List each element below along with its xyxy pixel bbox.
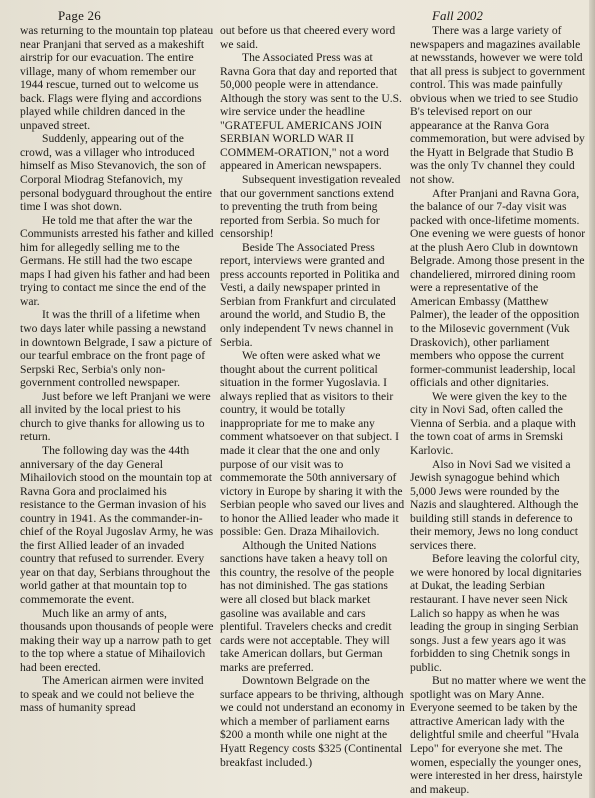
paragraph: Although the United Nations sanctions have taken a heavy toll on this country, the resolve of the people has not diminished. The gas stations were all closed but black market gasoline was available and cars plentiful. Travelers checks and credit cards were not acceptable. They will take American dollars, but German marks are preferred. — [220, 538, 395, 674]
page-edge-shadow — [589, 0, 595, 798]
paragraph: Suddenly, appearing out of the crowd, was a villager who introduced himself as Miso Stevanovich, the son of Corporal Miodrag Stefanovich, my personal bodyguard throughout the entire time I was shot down. — [20, 132, 212, 214]
paragraph: out before us that cheered every word we said. — [220, 24, 396, 51]
paragraph: He told me that after the war the Communists arrested his father and killed him for allegedly selling me to the Germans. He still had the two escape maps I had given his father and had been trying to contact me since the end of the war. — [20, 213, 214, 308]
paragraph: The Associated Press was at Ravna Gora that day and reported that 50,000 people were in attendance. Although the story was sent to the U.S. wire service under the headline "GRATEFUL AMERICANS JOIN SERBIAN WORLD WAR II COMMEM-ORATION," not a word appeared in American newspapers. — [220, 51, 402, 173]
text-column-2 — [220, 24, 405, 769]
paragraph: The following day was the 44th anniversary of the day General Mihailovich stood on the mountain top at Ravna Gora and proclaimed his resistance to the German invasion of his country in 1941. As the commander-in-chief of the Royal Jugoslav Army, he was the first Allied leader of an invaded country that refused to surrender. Every year on that day, Serbians throughout the world gather at that mountain top to commemorate the event. — [20, 443, 214, 606]
paragraph: Beside The Associated Press report, interviews were granted and press accounts reported in Politika and Vesti, a daily newspaper printed in Serbian from Frankfurt and circulated around the world, and Studio B, the only independent Tv news channel in Serbia. — [220, 240, 400, 349]
issue-date: Fall 2002 — [432, 8, 483, 23]
paragraph: After Pranjani and Ravna Gora, the balance of our 7-day visit was packed with once-lifetime moments. One evening we were guests of honor at the plush Aero Club in downtown Belgrade. Among those present in the chandeliered, mirrored dining room were a representative of the American Embassy (Matthew Palmer), the leader of the opposition to the Milosevic government (Vuk Draskovich), other parliament members who oppose the current former-communist leadership, local officials and other dignitaries. — [410, 186, 586, 390]
paragraph: We often were asked what we thought about the current political situation in the former Yugoslavia. I always replied that as visitors to their country, it would be totally inappropriate for me to make any comment whatsoever on that subject. I made it clear that the one and only purpose of our visit was to commemorate the 50th anniversary of victory in Europe by sharing it with the Serbian people who saved our lives and to honor the Allied leader who made it possible: Gen. Draza Mihailovich. — [220, 349, 405, 539]
paragraph: Just before we left Pranjani we were all invited by the local priest to his church to give thanks for allowing us to return. — [20, 389, 211, 444]
paragraph: There was a large variety of newspapers and magazines available at newsstands, however we were told that all press is subject to government control. This was made painfully obvious when we tried to see Studio B's televised report on our appearance at the Ranva Gora commemoration, but were advised by the Hyatt in Belgrade that Studio B was the only Tv channel they could not show. — [410, 24, 586, 187]
paragraph: Also in Novi Sad we visited a Jewish synagogue behind which 5,000 Jews were rounded by the Nazis and slaughtered. Although the building still stands in deference to their memory, Jews no long conduct services there. — [410, 457, 579, 552]
paragraph: The American airmen were invited to speak and we could not believe the mass of humanity spread — [20, 674, 204, 715]
paragraph: We were given the key to the city in Novi Sad, often called the Vienna of Serbia. and a plaque with the town coat of arms in Sremski Karlovic. — [410, 389, 576, 457]
paragraph: Much like an army of ants, thousands upon thousands of people were making their way up a narrow path to get to the top where a statue of Mihailovich had been erected. — [20, 606, 214, 674]
paragraph: It was the thrill of a lifetime when two days later while passing a newstand in downtown Belgrade, I saw a picture of our tearful embrace on the front page of Serpski Rec, Serbia's only non-government controlled newspaper. — [20, 308, 212, 390]
paragraph: But no matter where we went the spotlight was on Mary Anne. Everyone seemed to be taken by the attractive American lady with the delightful smile and cheerful "Hvala Lepo" for everyone she met. The women, especially the younger ones, were interested in her dress, hairstyle and makeup. — [410, 674, 586, 796]
text-column-1 — [20, 24, 215, 715]
paragraph: Before leaving the colorful city, we were honored by local dignitaries at Dukat, the leading Serbian restaurant. I have never seen Nick Lalich so happy as when he was leading the group in singing Serbian songs. Just a few years ago it was forbidden to sing Chetnik songs in public. — [410, 552, 582, 674]
paragraph: Downtown Belgrade on the surface appears to be thriving, although we could not understand an economy in which a member of parliament earns $200 a month while one night at the Hyatt Regency costs $325 (Continental breakfast included.) — [220, 674, 405, 769]
text-column-3 — [410, 24, 586, 796]
paragraph: was returning to the mountain top plateau near Pranjani that served as a makeshift airstrip for our evacuation. The entire village, many of whom remember our 1944 rescue, turned out to welcome us back. Flags were flying and accordions played while children danced in the unpaved street. — [20, 24, 214, 132]
paragraph: Subsequent investigation revealed that our government sanctions extend to preventing the truth from being reported from Serbia. So much for censorship! — [220, 173, 401, 241]
page-number: Page 26 — [58, 8, 101, 23]
